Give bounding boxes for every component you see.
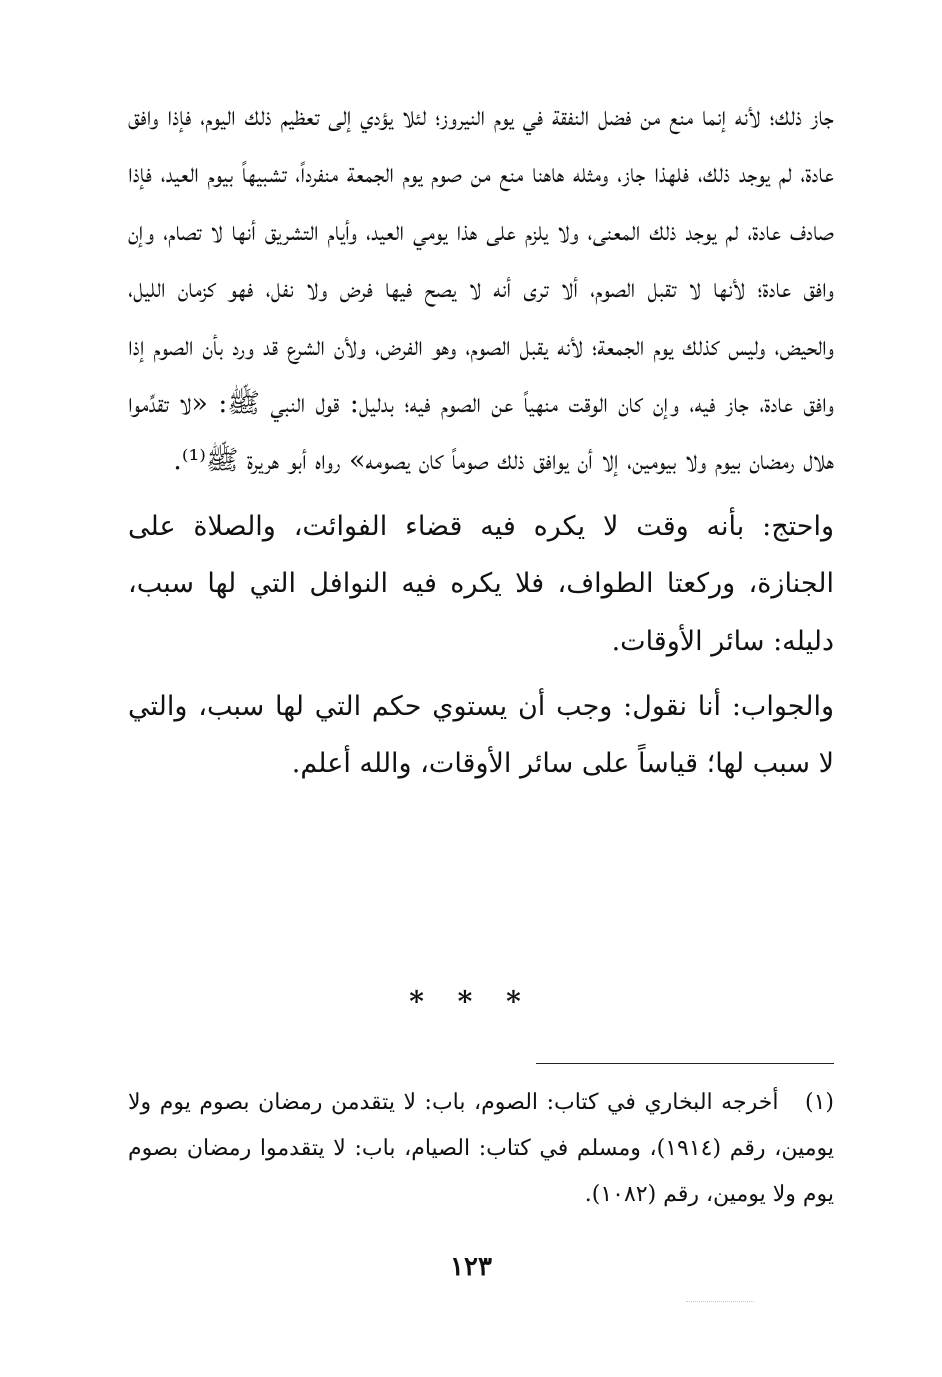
body-paragraph-1: جاز ذلك؛ لأنه إنما منع من فضل النفقة في يوم النيروز؛ لئلا يؤدي إلى تعظيم ذلك اليوم، فإذا وافق عادة، لم يوجد ذلك، فلهذا جاز، ومثله هاهنا منع من صوم يوم الجمعة منفرداً، تشبيهاً بيوم العيد، فإذا صادف عادة، لم يوجد ذلك المعنى، ولا يلزم على هذا يومي العيد، وأيام التشريق أنها لا تصام، وإن وافق عادة؛ لأنها لا تقبل الصوم، ألا ترى أنه لا يصح فيها فرض ولا نفل، فهو كزمان الليل، والحيض، وليس كذلك يوم الجمعة؛ لأنه يقبل الصوم، وهو الفرض، ولأن الشرع قد ورد بأن الصوم إذا وافق عادة، جاز فيه، وإن كان الوقت منهياً عن الصوم فيه؛ بدليل: قول النبي ﷺ: «لا تقدِّموا هلال رمضان بيوم ولا بيومين، إلا أن يوافق ذلك صوماً كان يصومه» رواه أبو هريرة ﷺ⁽¹⁾. (128, 101, 834, 477)
footnotes (128, 1080, 834, 1218)
section-separator: * * * (409, 985, 533, 1018)
body-paragraph-2: واحتج: بأنه وقت لا يكره فيه قضاء الفوائت، والصلاة على الجنازة، وركعتا الطواف، فلا يكره فيه النوافل التي لها سبب، دليله: سائر الأوقات. (128, 510, 834, 657)
footnote-divider (536, 1063, 834, 1064)
footnote-marker: (١) (804, 1090, 834, 1115)
page-number: ١٢٣ (450, 1252, 492, 1282)
footnote-text: أخرجه البخاري في كتاب: الصوم، باب: لا يتقدمن رمضان بصوم يوم ولا يومين، رقم (١٩١٤)، ومسلم في كتاب: الصيام، باب: لا يتقدموا رمضان بصوم يوم ولا يومين، رقم (١٠٨٢). (128, 1090, 834, 1207)
main-body-text (128, 88, 834, 793)
scan-speck (686, 1301, 754, 1304)
footnote-1 (128, 1080, 834, 1218)
body-paragraph-3: والجواب: أنا نقول: وجب أن يستوي حكم التي لها سبب، والتي لا سبب لها؛ قياساً على سائر الأوقات، والله أعلم. (128, 691, 834, 780)
